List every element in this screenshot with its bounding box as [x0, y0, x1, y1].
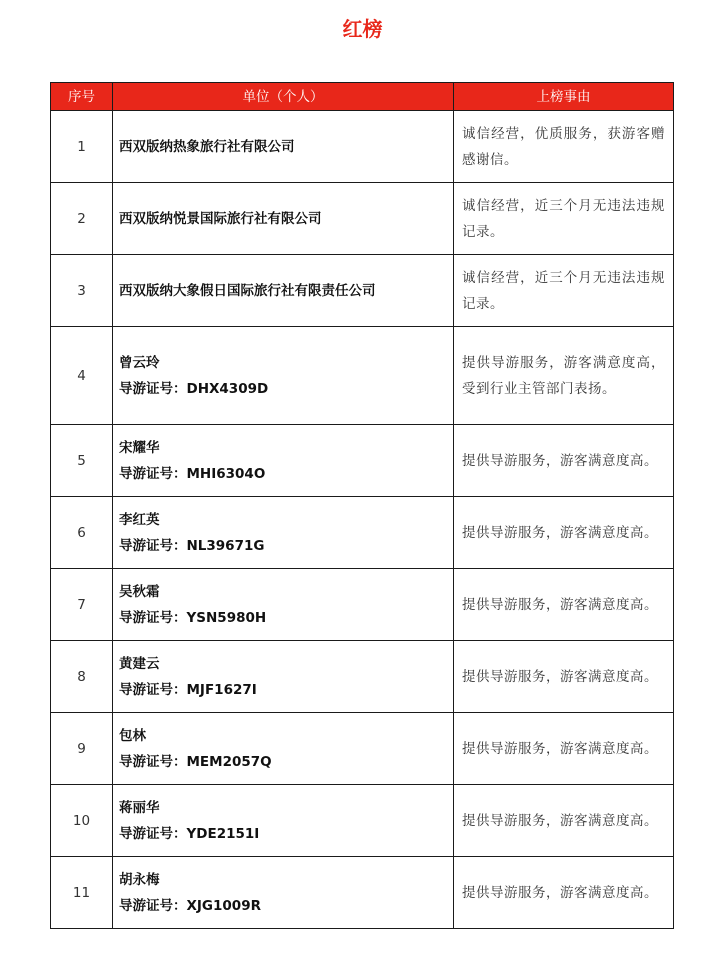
row-reason: 提供导游服务，游客满意度高，受到行业主管部门表扬。: [454, 327, 674, 425]
guide-license-number: 导游证号：XJG1009R: [119, 897, 261, 914]
guide-license-number: 导游证号：DHX4309D: [119, 380, 269, 397]
row-reason: 提供导游服务，游客满意度高。: [454, 425, 674, 497]
table-row: [51, 255, 674, 327]
header-unit: 单位（个人）: [113, 83, 454, 111]
row-unit: [113, 425, 454, 497]
row-unit: [113, 857, 454, 929]
row-unit: [113, 255, 454, 327]
row-reason: 提供导游服务，游客满意度高。: [454, 569, 674, 641]
row-number: 2: [51, 183, 113, 255]
table-row: [51, 327, 674, 425]
row-unit: [113, 641, 454, 713]
guide-name: 蒋丽华: [119, 799, 160, 816]
guide-name: 吴秋霜: [119, 583, 160, 600]
guide-license-number: 导游证号：MJF1627I: [119, 681, 257, 698]
row-unit: [113, 785, 454, 857]
table-header-row: [51, 83, 674, 111]
unit-name: 西双版纳大象假日国际旅行社有限责任公司: [119, 282, 376, 299]
row-unit: [113, 183, 454, 255]
table-row: [51, 111, 674, 183]
row-number: 7: [51, 569, 113, 641]
honor-roll-table: [50, 82, 674, 929]
row-number: 9: [51, 713, 113, 785]
row-reason: 提供导游服务，游客满意度高。: [454, 641, 674, 713]
row-number: 1: [51, 111, 113, 183]
row-number: 6: [51, 497, 113, 569]
table-row: [51, 857, 674, 929]
row-reason: 提供导游服务，游客满意度高。: [454, 785, 674, 857]
guide-license-number: 导游证号：YDE2151I: [119, 825, 260, 842]
row-number: 11: [51, 857, 113, 929]
header-serial-number: 序号: [51, 83, 113, 111]
row-number: 3: [51, 255, 113, 327]
row-reason: 提供导游服务，游客满意度高。: [454, 497, 674, 569]
table-row: [51, 497, 674, 569]
row-unit: [113, 497, 454, 569]
row-number: 4: [51, 327, 113, 425]
row-number: 10: [51, 785, 113, 857]
table-row: [51, 713, 674, 785]
header-reason: 上榜事由: [454, 83, 674, 111]
guide-name: 包林: [119, 727, 146, 744]
guide-name: 黄建云: [119, 655, 160, 672]
guide-license-number: 导游证号：MHI6304O: [119, 465, 266, 482]
table-row: [51, 641, 674, 713]
guide-name: 宋耀华: [119, 439, 160, 456]
table-row: [51, 183, 674, 255]
row-reason: 诚信经营，近三个月无违法违规记录。: [454, 183, 674, 255]
table-row: [51, 569, 674, 641]
guide-name: 李红英: [119, 511, 160, 528]
page-title: 红榜: [342, 17, 383, 41]
row-unit: [113, 713, 454, 785]
row-reason: 诚信经营，近三个月无违法违规记录。: [454, 255, 674, 327]
table-row: [51, 425, 674, 497]
guide-name: 胡永梅: [119, 871, 160, 888]
row-reason: 诚信经营，优质服务，获游客赠感谢信。: [454, 111, 674, 183]
row-reason: 提供导游服务，游客满意度高。: [454, 857, 674, 929]
row-number: 5: [51, 425, 113, 497]
row-unit: [113, 111, 454, 183]
row-unit: [113, 569, 454, 641]
unit-name: 西双版纳热象旅行社有限公司: [119, 138, 295, 155]
row-unit: [113, 327, 454, 425]
guide-license-number: 导游证号：NL39671G: [119, 537, 265, 554]
table-row: [51, 785, 674, 857]
unit-name: 西双版纳悦景国际旅行社有限公司: [119, 210, 322, 227]
guide-license-number: 导游证号：YSN5980H: [119, 609, 267, 626]
row-number: 8: [51, 641, 113, 713]
guide-name: 曾云玲: [119, 354, 160, 371]
guide-license-number: 导游证号：MEM2057Q: [119, 753, 272, 770]
row-reason: 提供导游服务，游客满意度高。: [454, 713, 674, 785]
